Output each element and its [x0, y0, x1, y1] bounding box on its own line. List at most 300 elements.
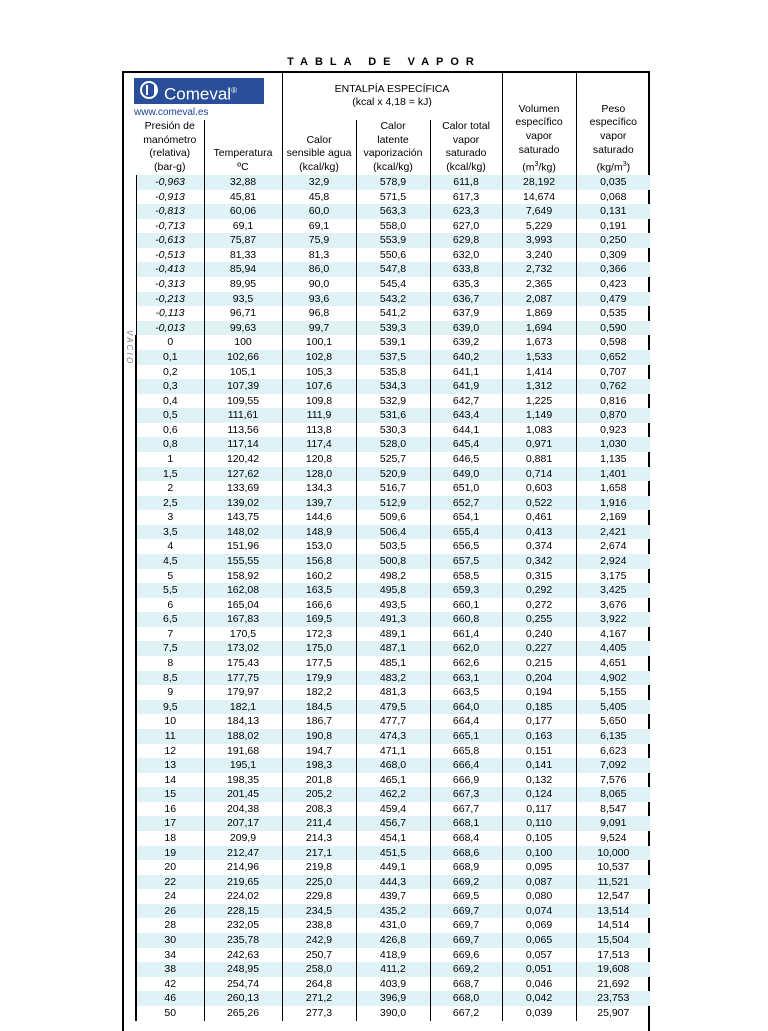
table-cell: 120,8 [282, 452, 356, 467]
table-cell: 85,94 [204, 262, 282, 277]
table-cell: 0,046 [502, 977, 576, 992]
table-cell: 636,7 [430, 292, 502, 307]
table-cell: 0,185 [502, 700, 576, 715]
table-cell: 153,0 [282, 539, 356, 554]
table-cell: -0,963 [136, 175, 204, 190]
table-cell: 179,97 [204, 685, 282, 700]
table-cell: 13 [136, 758, 204, 773]
table-cell: 553,9 [356, 233, 430, 248]
table-cell: 195,1 [204, 758, 282, 773]
table-cell: 503,5 [356, 539, 430, 554]
table-cell: 0,068 [576, 190, 650, 205]
table-cell: 418,9 [356, 948, 430, 963]
table-cell: 11,521 [576, 875, 650, 890]
table-cell: 479,5 [356, 700, 430, 715]
table-cell: 10,537 [576, 860, 650, 875]
table-cell: 45,81 [204, 190, 282, 205]
table-cell: 617,3 [430, 190, 502, 205]
table-cell: 0,141 [502, 758, 576, 773]
table-row [124, 904, 650, 919]
table-row [124, 787, 650, 802]
table-cell: 4,651 [576, 656, 650, 671]
table-cell: 439,7 [356, 889, 430, 904]
table-cell: 18 [136, 831, 204, 846]
table-cell: 205,2 [282, 787, 356, 802]
table-cell: 0,881 [502, 452, 576, 467]
table-cell: 100 [204, 335, 282, 350]
table-cell: 45,8 [282, 190, 356, 205]
table-cell: 8,065 [576, 787, 650, 802]
header-peso: Peso específico vapor saturado $(kg/m^3)$ [576, 73, 650, 175]
table-row [124, 1006, 650, 1021]
table-cell: 654,1 [430, 510, 502, 525]
table-cell: 474,3 [356, 729, 430, 744]
table-cell: 11 [136, 729, 204, 744]
table-row [124, 758, 650, 773]
table-cell: 668,7 [430, 977, 502, 992]
table-cell: 652,7 [430, 496, 502, 511]
table-cell: 495,8 [356, 583, 430, 598]
table-cell: 0,535 [576, 306, 650, 321]
table-cell: 0,124 [502, 787, 576, 802]
table-cell: 3,5 [136, 525, 204, 540]
table-cell: 639,2 [430, 335, 502, 350]
table-cell: 663,5 [430, 685, 502, 700]
table-cell: 5 [136, 569, 204, 584]
table-cell: 471,1 [356, 744, 430, 759]
table-cell: 637,9 [430, 306, 502, 321]
table-cell: 265,26 [204, 1006, 282, 1021]
table-cell: 651,0 [430, 481, 502, 496]
table-cell: 0,074 [502, 904, 576, 919]
table-cell: 10 [136, 714, 204, 729]
table-cell: 198,35 [204, 773, 282, 788]
table-cell: 487,1 [356, 641, 430, 656]
table-cell: 0,707 [576, 365, 650, 380]
table-cell: 0,255 [502, 612, 576, 627]
table-cell: 148,9 [282, 525, 356, 540]
table-cell: 15,504 [576, 933, 650, 948]
table-cell: 0,652 [576, 350, 650, 365]
table-cell: 228,15 [204, 904, 282, 919]
table-cell: 537,5 [356, 350, 430, 365]
table-row [124, 991, 650, 1006]
table-cell: 541,2 [356, 306, 430, 321]
table-cell: 163,5 [282, 583, 356, 598]
table-cell: 658,5 [430, 569, 502, 584]
table-row [124, 481, 650, 496]
table-row [124, 277, 650, 292]
table-cell: 173,02 [204, 641, 282, 656]
table-cell: 28,192 [502, 175, 576, 190]
table-cell: 4,405 [576, 641, 650, 656]
table-cell: 0,590 [576, 321, 650, 336]
table-cell: 8 [136, 656, 204, 671]
table-cell: 207,17 [204, 816, 282, 831]
table-cell: 128,0 [282, 467, 356, 482]
table-row [124, 539, 650, 554]
table-cell: 144,6 [282, 510, 356, 525]
comeval-logo: Comeval® [134, 78, 264, 104]
table-cell: 188,02 [204, 729, 282, 744]
table-cell: 3,175 [576, 569, 650, 584]
table-cell: 6 [136, 598, 204, 613]
table-cell: 229,8 [282, 889, 356, 904]
table-cell: 426,8 [356, 933, 430, 948]
header-presion: Presión de manómetro (relativa) (bar-g) [143, 119, 197, 174]
table-cell: 1,5 [136, 467, 204, 482]
table-cell: 0,163 [502, 729, 576, 744]
table-cell: 258,0 [282, 962, 356, 977]
table-cell: 1,533 [502, 350, 576, 365]
brand-name: Comeval [164, 84, 232, 104]
table-cell: 90,0 [282, 277, 356, 292]
table-cell: 102,66 [204, 350, 282, 365]
table-cell: 456,7 [356, 816, 430, 831]
table-cell: 30 [136, 933, 204, 948]
table-cell: 668,1 [430, 816, 502, 831]
unit-volumen: $(m^3/kg)$ [522, 160, 556, 174]
table-cell: 212,47 [204, 846, 282, 861]
table-cell: 0,191 [576, 219, 650, 234]
table-cell: 1,225 [502, 394, 576, 409]
table-cell: 1,414 [502, 365, 576, 380]
table-row [124, 233, 650, 248]
table-cell: 1,030 [576, 437, 650, 452]
table-cell: 254,74 [204, 977, 282, 992]
table-row [124, 685, 650, 700]
table-cell: 4 [136, 539, 204, 554]
table-row [124, 510, 650, 525]
table-row [124, 219, 650, 234]
table-cell: 465,1 [356, 773, 430, 788]
table-cell: 489,1 [356, 627, 430, 642]
table-cell: 156,8 [282, 554, 356, 569]
table-row [124, 335, 650, 350]
table-cell: 24 [136, 889, 204, 904]
table-cell: 1,869 [502, 306, 576, 321]
table-cell: 177,75 [204, 671, 282, 686]
table-row [124, 175, 650, 190]
table-cell: 558,0 [356, 219, 430, 234]
table-cell: 0,087 [502, 875, 576, 890]
table-cell: 32,9 [282, 175, 356, 190]
table-cell: -0,313 [136, 277, 204, 292]
table-cell: 543,2 [356, 292, 430, 307]
table-cell: 669,6 [430, 948, 502, 963]
table-cell: 627,0 [430, 219, 502, 234]
table-cell: 0,132 [502, 773, 576, 788]
table-cell: 234,5 [282, 904, 356, 919]
table-cell: 0,177 [502, 714, 576, 729]
table-cell: 0,598 [576, 335, 650, 350]
table-cell: 14 [136, 773, 204, 788]
table-cell: 9,091 [576, 816, 650, 831]
table-cell: 1,135 [576, 452, 650, 467]
table-cell: 644,1 [430, 423, 502, 438]
table-cell: 0,215 [502, 656, 576, 671]
table-cell: 12 [136, 744, 204, 759]
table-cell: 663,1 [430, 671, 502, 686]
table-cell: 633,8 [430, 262, 502, 277]
table-cell: 0,423 [576, 277, 650, 292]
table-cell: 7,649 [502, 204, 576, 219]
table-cell: 0,2 [136, 365, 204, 380]
table-row [124, 190, 650, 205]
table-row [124, 641, 650, 656]
table-row [124, 918, 650, 933]
table-row [124, 204, 650, 219]
table-row [124, 714, 650, 729]
table-cell: 4,167 [576, 627, 650, 642]
table-cell: 512,9 [356, 496, 430, 511]
table-cell: 623,3 [430, 204, 502, 219]
table-cell: 662,0 [430, 641, 502, 656]
table-cell: 0,039 [502, 1006, 576, 1021]
table-cell: 668,0 [430, 991, 502, 1006]
table-row [124, 365, 650, 380]
table-cell: 139,7 [282, 496, 356, 511]
table-cell: -0,413 [136, 262, 204, 277]
table-cell: 2,087 [502, 292, 576, 307]
table-cell: 170,5 [204, 627, 282, 642]
table-cell: 0,080 [502, 889, 576, 904]
table-cell: 403,9 [356, 977, 430, 992]
table-cell: 667,7 [430, 802, 502, 817]
table-cell: 435,2 [356, 904, 430, 919]
table-row [124, 860, 650, 875]
table-cell: 481,3 [356, 685, 430, 700]
table-cell: 214,3 [282, 831, 356, 846]
table-cell: 4,902 [576, 671, 650, 686]
table-cell: 75,9 [282, 233, 356, 248]
table-cell: 105,1 [204, 365, 282, 380]
table-cell: 0,051 [502, 962, 576, 977]
table-cell: 485,1 [356, 656, 430, 671]
table-cell: 2,421 [576, 525, 650, 540]
table-cell: 539,3 [356, 321, 430, 336]
table-cell: 468,0 [356, 758, 430, 773]
table-cell: 0,870 [576, 408, 650, 423]
table-cell: 545,4 [356, 277, 430, 292]
table-cell: 2,365 [502, 277, 576, 292]
table-cell: 19,608 [576, 962, 650, 977]
table-cell: 127,62 [204, 467, 282, 482]
table-cell: 449,1 [356, 860, 430, 875]
table-cell: 525,7 [356, 452, 430, 467]
table-cell: 107,39 [204, 379, 282, 394]
table-cell: 242,63 [204, 948, 282, 963]
table-cell: 668,4 [430, 831, 502, 846]
table-cell: 166,6 [282, 598, 356, 613]
table-cell: 1,916 [576, 496, 650, 511]
table-cell: 20 [136, 860, 204, 875]
table-cell: 264,8 [282, 977, 356, 992]
table-cell: 0,042 [502, 991, 576, 1006]
table-cell: 483,2 [356, 671, 430, 686]
table-cell: 5,405 [576, 700, 650, 715]
table-cell: 666,4 [430, 758, 502, 773]
table-cell: 93,5 [204, 292, 282, 307]
table-cell: 111,9 [282, 408, 356, 423]
table-cell: 655,4 [430, 525, 502, 540]
table-cell: 182,1 [204, 700, 282, 715]
table-cell: 7,5 [136, 641, 204, 656]
table-cell: 96,8 [282, 306, 356, 321]
table-cell: 16 [136, 802, 204, 817]
table-cell: 664,0 [430, 700, 502, 715]
table-cell: 1,312 [502, 379, 576, 394]
table-cell: 1,149 [502, 408, 576, 423]
table-cell: 248,95 [204, 962, 282, 977]
table-cell: 535,8 [356, 365, 430, 380]
table-cell: 0,194 [502, 685, 576, 700]
table-cell: 42 [136, 977, 204, 992]
table-cell: 0,461 [502, 510, 576, 525]
table-cell: 669,2 [430, 962, 502, 977]
table-cell: 177,5 [282, 656, 356, 671]
table-cell: 1,083 [502, 423, 576, 438]
table-cell: 0,816 [576, 394, 650, 409]
table-cell: 531,6 [356, 408, 430, 423]
table-cell: -0,613 [136, 233, 204, 248]
table-cell: 26 [136, 904, 204, 919]
table-cell: 506,4 [356, 525, 430, 540]
table-cell: 641,1 [430, 365, 502, 380]
table-cell: 632,0 [430, 248, 502, 263]
table-cell: 14,514 [576, 918, 650, 933]
table-row [124, 306, 650, 321]
table-cell: 0,762 [576, 379, 650, 394]
table-cell: 611,8 [430, 175, 502, 190]
table-cell: 649,0 [430, 467, 502, 482]
table-cell: 0 [136, 335, 204, 350]
table-cell: 172,3 [282, 627, 356, 642]
table-cell: 1,401 [576, 467, 650, 482]
table-cell: 219,65 [204, 875, 282, 890]
table-cell: -0,213 [136, 292, 204, 307]
table-cell: 578,9 [356, 175, 430, 190]
table-cell: 0,057 [502, 948, 576, 963]
table-cell: 133,69 [204, 481, 282, 496]
table-cell: 113,8 [282, 423, 356, 438]
header-calor-total: Calor total vapor saturado (kcal/kg) [430, 120, 502, 175]
table-cell: 158,92 [204, 569, 282, 584]
table-cell: 4,5 [136, 554, 204, 569]
table-cell: 669,5 [430, 889, 502, 904]
table-row [124, 525, 650, 540]
table-cell: 271,2 [282, 991, 356, 1006]
table-cell: 34 [136, 948, 204, 963]
table-cell: 2,732 [502, 262, 576, 277]
table-cell: 8,547 [576, 802, 650, 817]
table-cell: 102,8 [282, 350, 356, 365]
header-volumen: Volumen específico vapor saturado $(m^3/kg)$ [502, 73, 576, 175]
table-cell: 117,4 [282, 437, 356, 452]
entalpia-header: ENTALPÍA ESPECÍFICA (kcal x 4,18 = kJ) [282, 73, 502, 120]
table-cell: 0,603 [502, 481, 576, 496]
table-cell: 0,151 [502, 744, 576, 759]
table-row [124, 802, 650, 817]
table-cell: 2,5 [136, 496, 204, 511]
table-cell: 668,6 [430, 846, 502, 861]
table-cell: -0,713 [136, 219, 204, 234]
table-row [124, 773, 650, 788]
table-row [124, 408, 650, 423]
table-cell: 2,674 [576, 539, 650, 554]
table-cell: 225,0 [282, 875, 356, 890]
table-cell: 99,63 [204, 321, 282, 336]
table-row [124, 948, 650, 963]
table-cell: 659,3 [430, 583, 502, 598]
table-cell: 0,110 [502, 816, 576, 831]
table-cell: 0,5 [136, 408, 204, 423]
table-row [124, 816, 650, 831]
table-cell: 260,13 [204, 991, 282, 1006]
table-cell: 629,8 [430, 233, 502, 248]
table-cell: 2,169 [576, 510, 650, 525]
table-row [124, 977, 650, 992]
table-cell: 22 [136, 875, 204, 890]
table-cell: 0,366 [576, 262, 650, 277]
table-cell: 0,095 [502, 860, 576, 875]
table-row [124, 744, 650, 759]
table-cell: 120,42 [204, 452, 282, 467]
table-cell: 5,229 [502, 219, 576, 234]
table-cell: 528,0 [356, 437, 430, 452]
table-cell: 6,135 [576, 729, 650, 744]
table-cell: 184,5 [282, 700, 356, 715]
table-cell: 50 [136, 1006, 204, 1021]
table-cell: 0,479 [576, 292, 650, 307]
table-row [124, 889, 650, 904]
table-row [124, 583, 650, 598]
table-cell: 664,4 [430, 714, 502, 729]
table-cell: 641,9 [430, 379, 502, 394]
table-row [124, 423, 650, 438]
table-cell: 532,9 [356, 394, 430, 409]
table-cell: 179,9 [282, 671, 356, 686]
table-row [124, 394, 650, 409]
table-cell: 190,8 [282, 729, 356, 744]
table-cell: 160,2 [282, 569, 356, 584]
table-cell: 9 [136, 685, 204, 700]
table-cell: 277,3 [282, 1006, 356, 1021]
brand-url[interactable]: www.comeval.es [134, 107, 209, 118]
steam-table [122, 71, 650, 1031]
table-cell: 60,06 [204, 204, 282, 219]
table-cell: 186,7 [282, 714, 356, 729]
table-cell: 669,7 [430, 933, 502, 948]
table-cell: 0,3 [136, 379, 204, 394]
table-row [124, 846, 650, 861]
table-cell: 211,4 [282, 816, 356, 831]
table-cell: 5,5 [136, 583, 204, 598]
table-cell: 0,035 [576, 175, 650, 190]
table-cell: 155,55 [204, 554, 282, 569]
table-row [124, 875, 650, 890]
table-cell: 17,513 [576, 948, 650, 963]
table-cell: 1 [136, 452, 204, 467]
table-cell: 0,522 [502, 496, 576, 511]
table-cell: 657,5 [430, 554, 502, 569]
table-cell: 208,3 [282, 802, 356, 817]
table-cell: 139,02 [204, 496, 282, 511]
table-cell: 13,514 [576, 904, 650, 919]
table-cell: 0,100 [502, 846, 576, 861]
table-cell: 0,131 [576, 204, 650, 219]
table-cell: 516,7 [356, 481, 430, 496]
